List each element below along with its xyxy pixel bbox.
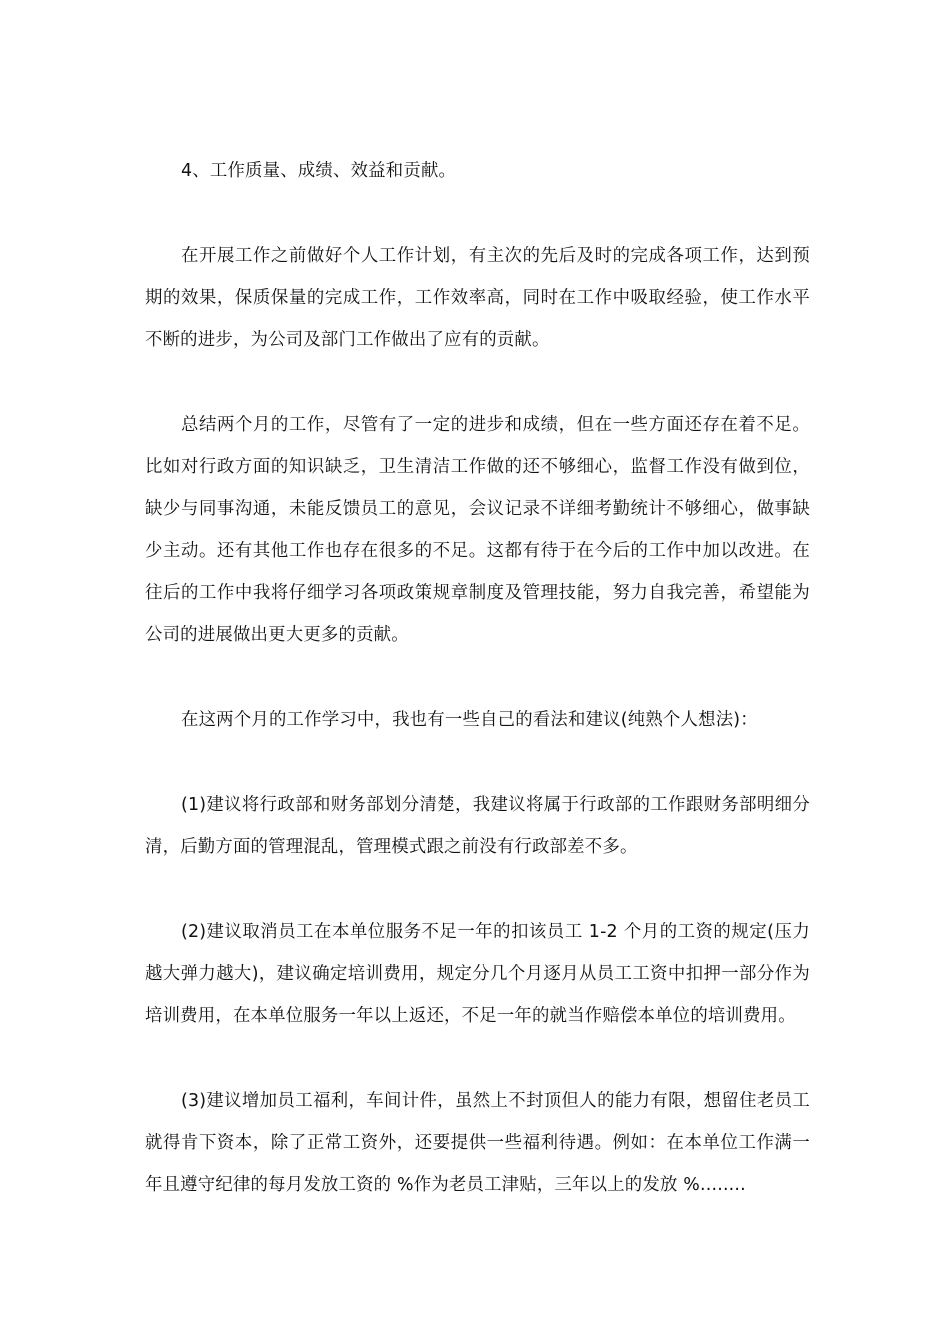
- paragraph-suggestions-intro: 在这两个月的工作学习中，我也有一些自己的看法和建议(纯熟个人想法)：: [181, 710, 758, 730]
- document-body: [145, 150, 810, 1249]
- section-heading: 4、工作质量、成绩、效益和贡献。: [181, 161, 457, 181]
- paragraph-work-summary: 在开展工作之前做好个人工作计划，有主次的先后及时的完成各项工作，达到预期的效果，保质保量的完成工作，工作效率高，同时在工作中吸取经验，使工作水平不断的进步，为公司及部门工作做出了应有的贡献。: [145, 246, 810, 350]
- paragraph-suggestion-1: (1)建议将行政部和财务部划分清楚，我建议将属于行政部的工作跟财务部明细分清，后勤方面的管理混乱，管理模式跟之前没有行政部差不多。: [145, 795, 810, 857]
- paragraph-shortcomings: 总结两个月的工作，尽管有了一定的进步和成绩，但在一些方面还存在着不足。比如对行政方面的知识缺乏，卫生清洁工作做的还不够细心，监督工作没有做到位，缺少与同事沟通，未能反馈员工的意见，会议记录不详细考勤统计不够细心，做事缺少主动。还有其他工作也存在很多的不足。这都有待于在今后的工作中加以改进。在往后的工作中我将仔细学习各项政策规章制度及管理技能，努力自我完善，希望能为公司的进展做出更大更多的贡献。: [145, 415, 810, 645]
- paragraph-suggestion-3: (3)建议增加员工福利，车间计件，虽然上不封顶但人的能力有限，想留住老员工就得肯下资本，除了正常工资外，还要提供一些福利待遇。例如：在本单位工作满一年且遵守纪律的每月发放工资的 %作为老员工津贴，三年以上的发放 %........: [145, 1091, 810, 1195]
- paragraph-suggestion-2: (2)建议取消员工在本单位服务不足一年的扣该员工 1-2 个月的工资的规定(压力越大弹力越大)，建议确定培训费用，规定分几个月逐月从员工工资中扣押一部分作为培训费用，在本单位服务一年以上返还，不足一年的就当作赔偿本单位的培训费用。: [145, 922, 810, 1026]
